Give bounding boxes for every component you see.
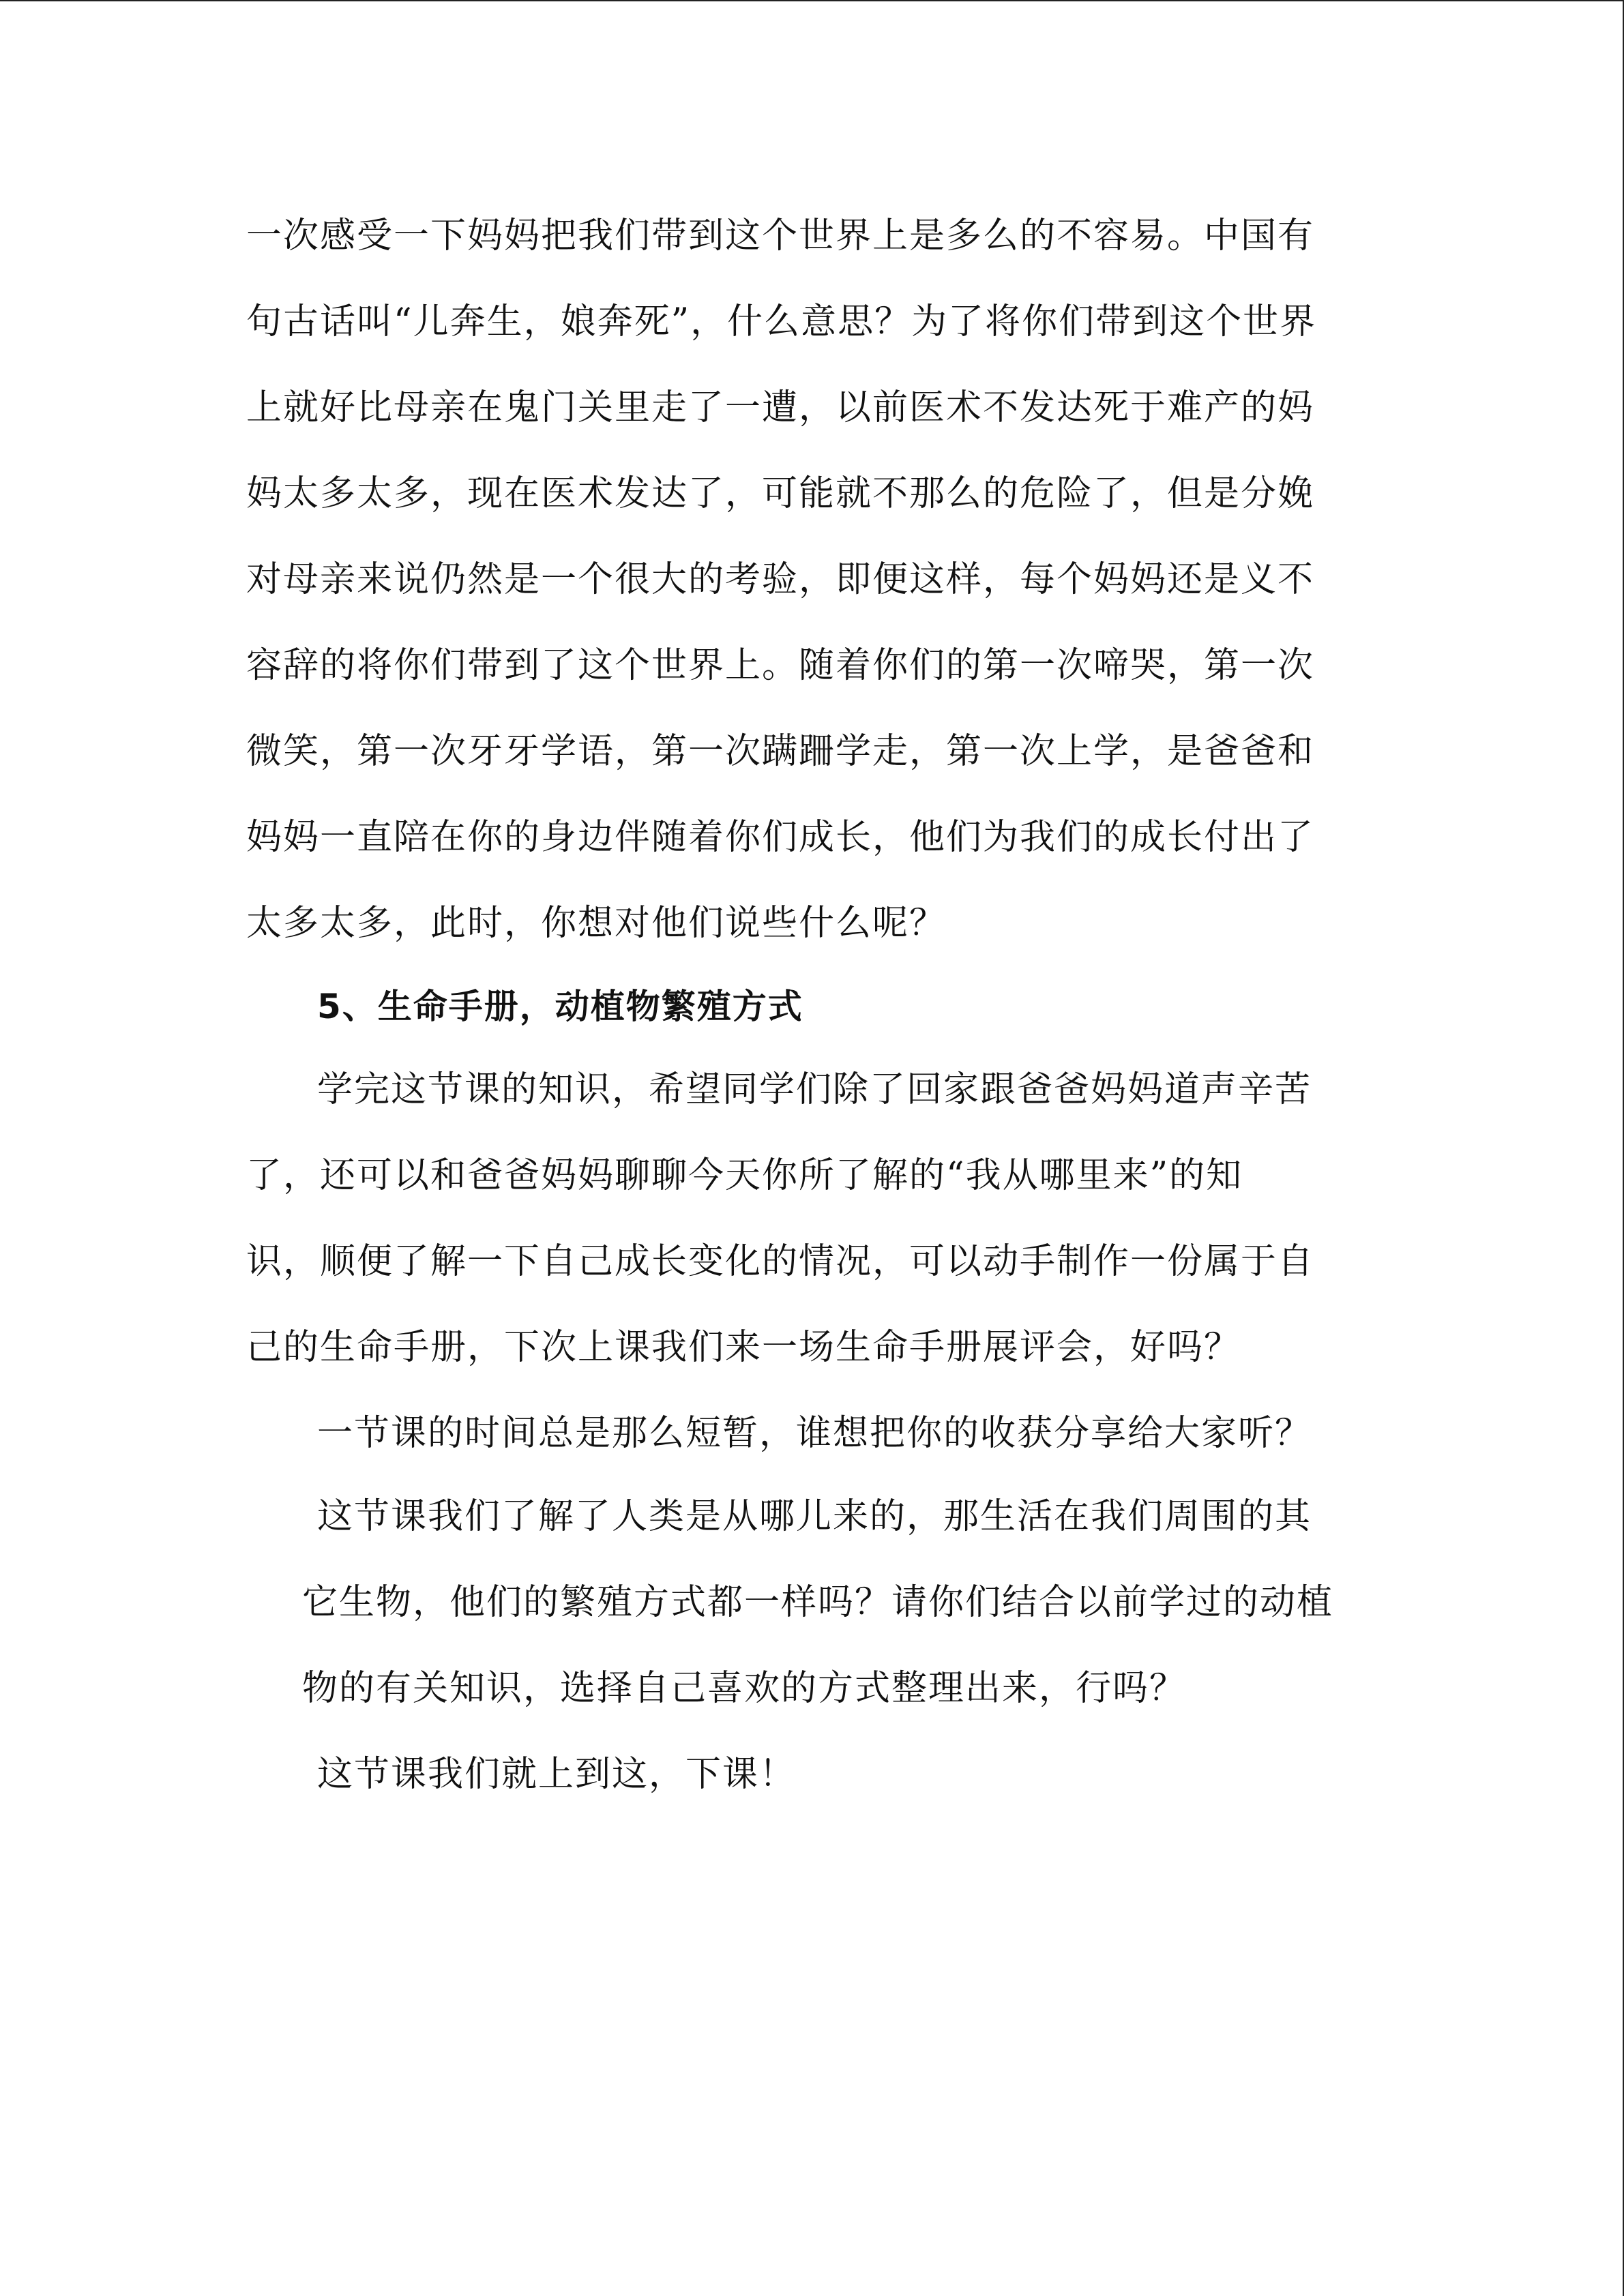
text-line: 太多太多，此时，你想对他们说些什么呢？ [246, 903, 947, 944]
text-line: 一节课的时间总是那么短暂，谁想把你的收获分享给大家听？ [317, 1413, 1312, 1454]
text-line: 这节课我们了解了人类是从哪儿来的，那生活在我们周围的其 [317, 1496, 1312, 1537]
text-line: 它生物，他们的繁殖方式都一样吗？请你们结合以前学过的动植 [302, 1582, 1334, 1623]
text-line: 微笑，第一次牙牙学语，第一次蹒跚学走，第一次上学，是爸爸和 [246, 731, 1315, 772]
text-line: 这节课我们就上到这，下课！ [317, 1754, 797, 1795]
section-heading: 5、生命手册，动植物繁殖方式 [317, 987, 803, 1026]
text-line: 学完这节课的知识，希望同学们除了回家跟爸爸妈妈道声辛苦 [317, 1069, 1312, 1110]
text-line: 句古话叫“儿奔生，娘奔死”，什么意思？为了将你们带到这个世界 [246, 301, 1317, 342]
text-line: 识，顺便了解一下自己成长变化的情况，可以动手制作一份属于自 [246, 1241, 1315, 1282]
text-line: 一次感受一下妈妈把我们带到这个世界上是多么的不容易。中国有 [246, 215, 1315, 256]
text-line: 妈妈一直陪在你的身边伴随着你们成长，他们为我们的成长付出了 [246, 817, 1315, 858]
text-line: 物的有关知识，选择自己喜欢的方式整理出来，行吗？ [302, 1668, 1187, 1709]
text-line: 上就好比母亲在鬼门关里走了一遭，以前医术不发达死于难产的妈 [246, 387, 1315, 428]
text-line: 妈太多太多，现在医术发达了，可能就不那么的危险了，但是分娩 [246, 473, 1315, 514]
text-line: 了，还可以和爸爸妈妈聊聊今天你所了解的“我从哪里来”的知 [246, 1155, 1243, 1196]
text-line: 对母亲来说仍然是一个很大的考验，即便这样，每个妈妈还是义不 [246, 559, 1315, 600]
text-line: 容辞的将你们带到了这个世界上。随着你们的第一次啼哭，第一次 [246, 645, 1315, 686]
text-line: 己的生命手册，下次上课我们来一场生命手册展评会，好吗？ [246, 1327, 1241, 1368]
